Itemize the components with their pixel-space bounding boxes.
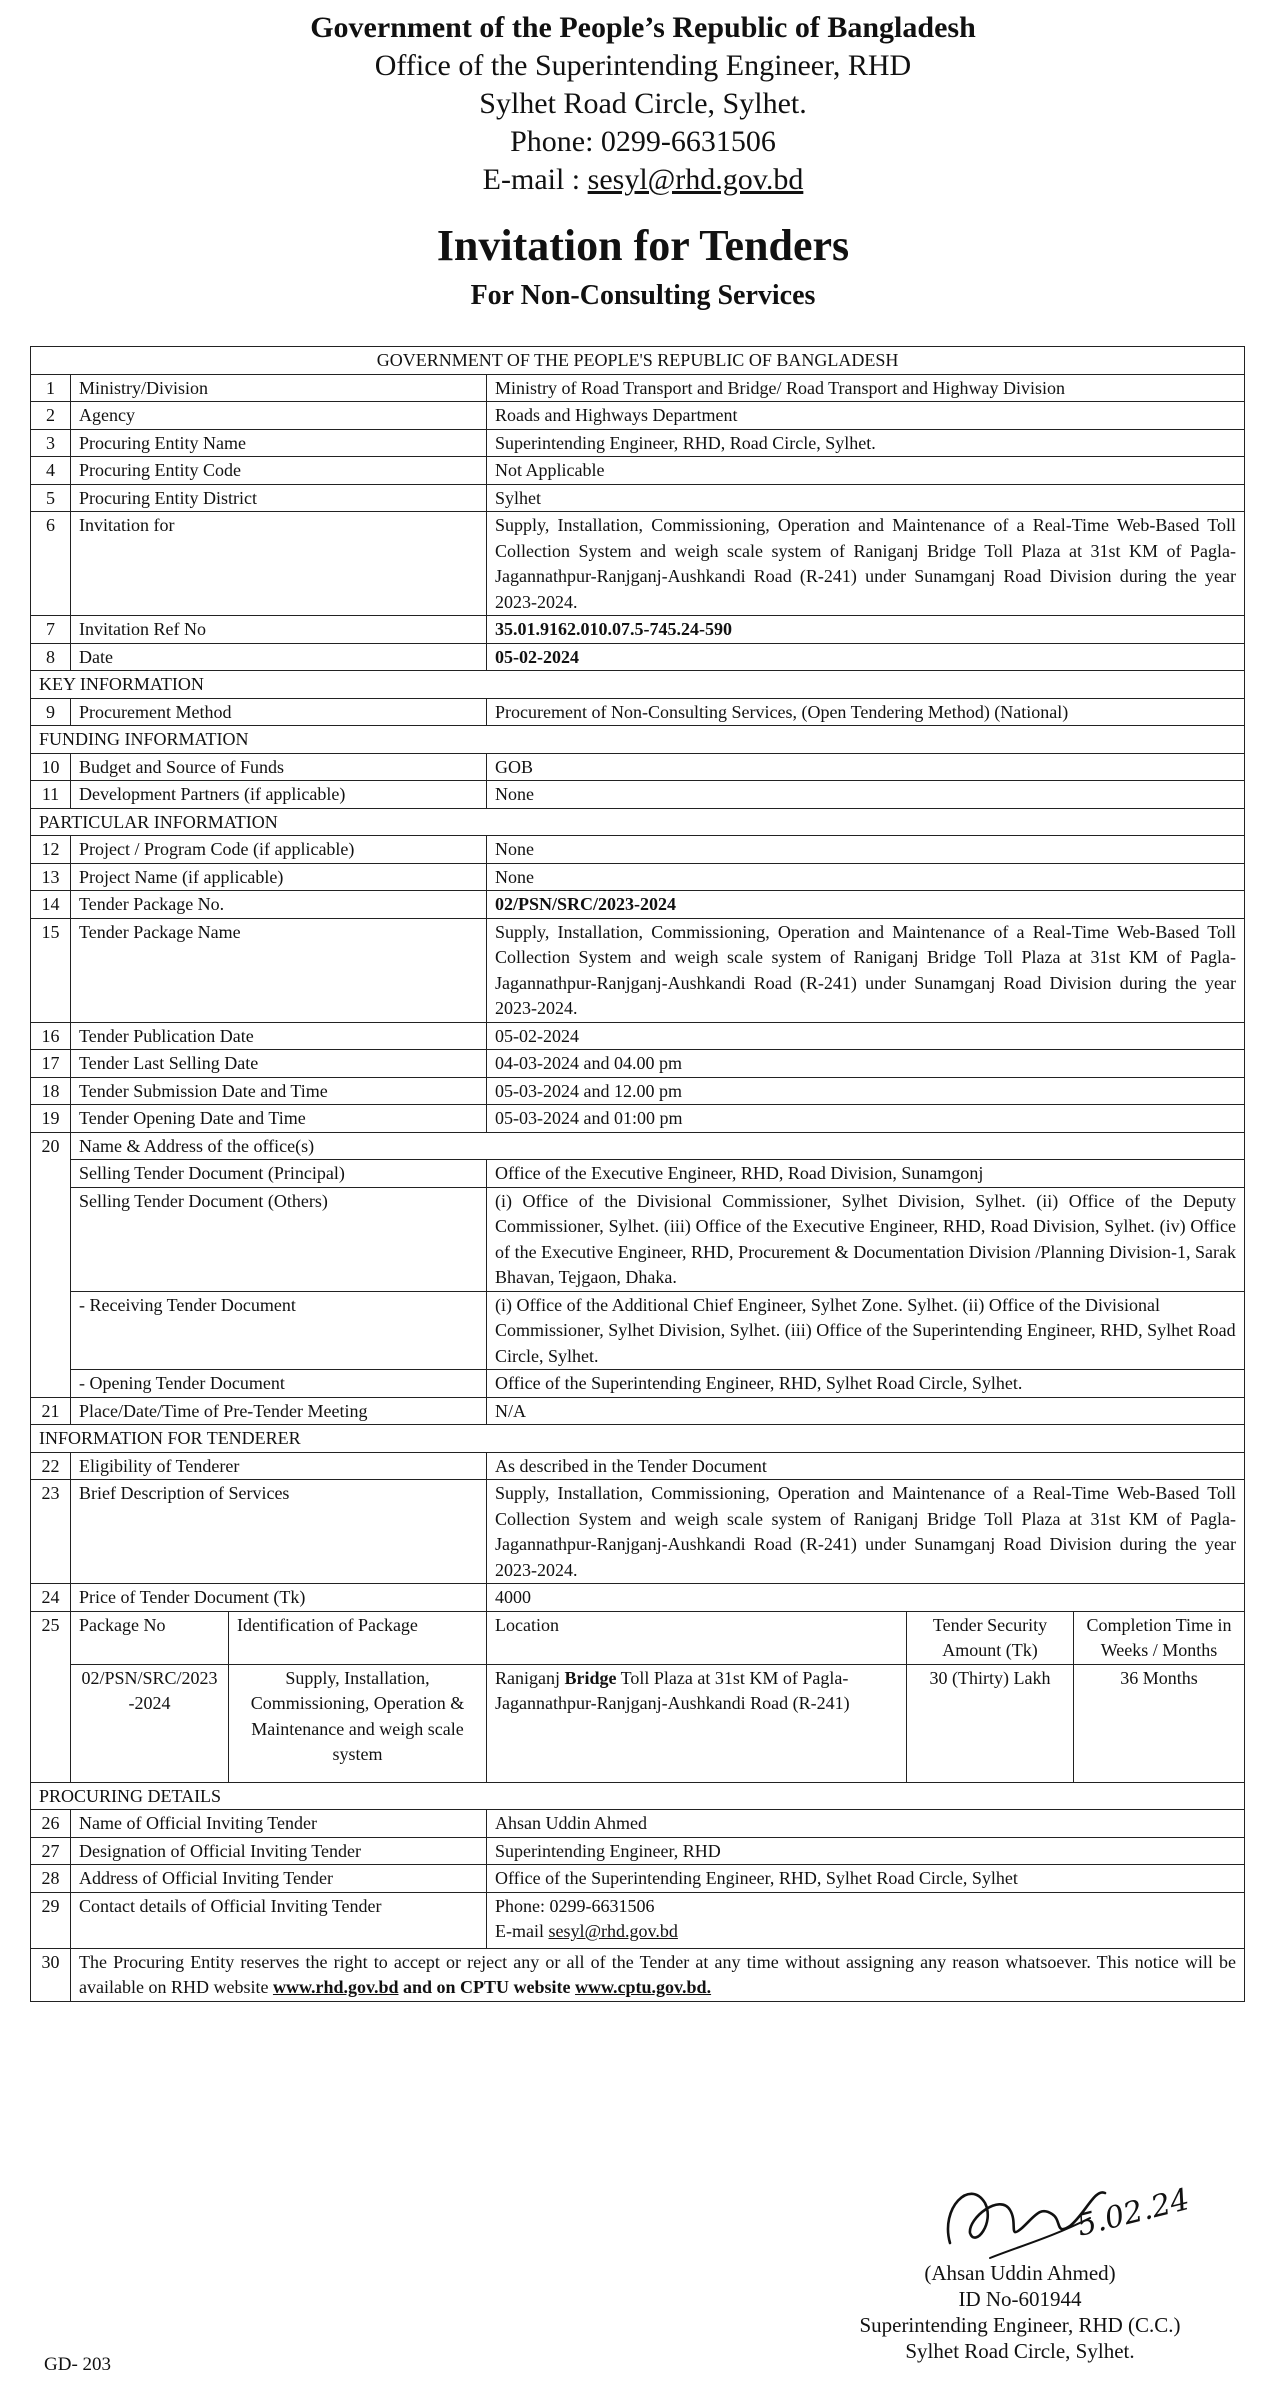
row-value: 05-03-2024 and 12.00 pm: [487, 1077, 1245, 1105]
row-value: Supply, Installation, Commissioning, Operation and Maintenance of a Real-Time Web-Based Toll Collection System and weigh scale system of Raniganj Bridge Toll Plaza at 31st KM of Pagla-Jagannathpur-Ranjganj-Aushkandi Road (R-241) under Sunamganj Road Division during the year 2023-2024.: [487, 918, 1245, 1022]
row-value: Roads and Highways Department: [487, 402, 1245, 430]
table-row: [31, 1584, 1245, 1612]
row-number: 7: [31, 616, 71, 644]
office-email-link[interactable]: sesyl@rhd.gov.bd: [587, 163, 804, 196]
row-value: Sylhet: [487, 484, 1245, 512]
row-number: 29: [31, 1892, 71, 1948]
signature-mark: [930, 2148, 1210, 2268]
row-value: 05-03-2024 and 01:00 pm: [487, 1105, 1245, 1133]
table-row: [31, 698, 1245, 726]
row-label: Procurement Method: [71, 698, 487, 726]
row-value: Ministry of Road Transport and Bridge/ Road Transport and Highway Division: [487, 374, 1245, 402]
row-number: 10: [31, 753, 71, 781]
table-row: [31, 457, 1245, 485]
contact-email-label: E-mail: [495, 1921, 549, 1941]
row-number: 15: [31, 918, 71, 1022]
row-number: 6: [31, 512, 71, 616]
row-number: 28: [31, 1865, 71, 1893]
table-row: [31, 1397, 1245, 1425]
table-row: [31, 347, 1245, 375]
row-label: Tender Package Name: [71, 918, 487, 1022]
row-value: None: [487, 781, 1245, 809]
table-row: [31, 1782, 1245, 1810]
row-number: 8: [31, 643, 71, 671]
table-row: [31, 781, 1245, 809]
signer-office: Sylhet Road Circle, Sylhet.: [905, 2339, 1135, 2363]
row-number: 21: [31, 1397, 71, 1425]
row-value: 4000: [487, 1584, 1245, 1612]
row-value: (i) Office of the Additional Chief Engineer, Sylhet Zone. Sylhet. (ii) Office of the Divisional Commissioner, Sylhet Division, Sylhet. (iii) Office of the Superintending Engineer, RHD, Sylhet Road Circle, Sylhet.: [487, 1291, 1245, 1370]
row-label: - Receiving Tender Document: [71, 1291, 487, 1370]
row-value: Not Applicable: [487, 457, 1245, 485]
row-value: As described in the Tender Document: [487, 1452, 1245, 1480]
row-label: Agency: [71, 402, 487, 430]
table-row: [31, 1664, 1245, 1782]
package-col-header: Identification of Package: [229, 1611, 487, 1664]
row-value: (i) Office of the Divisional Commissioner, Sylhet Division, Sylhet. (ii) Office of the Deputy Commissioner, Sylhet. (iii) Office of the Executive Engineer, RHD, Road Division, Sylhet. (iv) Office of the Executive Engineer, RHD, Procurement & Documentation Division /Planning Division-1, Sarak Bhavan, Tejgaon, Dhaka.: [487, 1187, 1245, 1291]
table-row: [31, 891, 1245, 919]
table-row: [31, 1370, 1245, 1398]
table-row: [31, 1837, 1245, 1865]
cptu-website-link[interactable]: www.cptu.gov.bd.: [575, 1977, 712, 1997]
row-number: 16: [31, 1022, 71, 1050]
table-row: [31, 836, 1245, 864]
government-name: Government of the People’s Republic of Bangladesh: [310, 11, 976, 44]
row-number: 18: [31, 1077, 71, 1105]
table-row: [31, 753, 1245, 781]
location-text: Toll Plaza at 31st KM of Pagla-Jagannathpur-Ranjganj-Aushkandi Road (R-241): [495, 1667, 850, 1713]
table-row: [31, 429, 1245, 457]
table-row: [31, 1480, 1245, 1584]
row-number: 24: [31, 1584, 71, 1612]
row-label: Tender Publication Date: [71, 1022, 487, 1050]
row-number: 17: [31, 1050, 71, 1078]
location-text-bold: Bridge: [564, 1667, 617, 1688]
row-value: Supply, Installation, Commissioning, Operation and Maintenance of a Real-Time Web-Based Toll Collection System and weigh scale system of Raniganj Bridge Toll Plaza at 31st KM of Pagla-Jagannathpur-Ranjganj-Aushkandi Road (R-241) under Sunamganj Road Division during the year 2023-2024.: [487, 512, 1245, 616]
row-label: Tender Submission Date and Time: [71, 1077, 487, 1105]
row-label: Tender Package No.: [71, 891, 487, 919]
row-label: Development Partners (if applicable): [71, 781, 487, 809]
circle-name: Sylhet Road Circle, Sylhet.: [479, 87, 807, 120]
row-value: Office of the Superintending Engineer, RHD, Sylhet Road Circle, Sylhet.: [487, 1370, 1245, 1398]
package-col-header: Location: [487, 1611, 907, 1664]
row-label: Designation of Official Inviting Tender: [71, 1837, 487, 1865]
row-label: Brief Description of Services: [71, 1480, 487, 1584]
row-label: Budget and Source of Funds: [71, 753, 487, 781]
row-label: Name & Address of the office(s): [71, 1132, 1245, 1160]
row-label: - Opening Tender Document: [71, 1370, 487, 1398]
row-number: 20: [31, 1132, 71, 1397]
letterhead: [0, 8, 1286, 199]
row-number: 30: [31, 1948, 71, 2001]
row-number: 3: [31, 429, 71, 457]
row-label: Tender Last Selling Date: [71, 1050, 487, 1078]
row-number: 25: [31, 1611, 71, 1782]
email-label: E-mail :: [482, 163, 588, 196]
row-label: Procuring Entity District: [71, 484, 487, 512]
signer-block: [820, 2260, 1220, 2364]
rhd-website-link[interactable]: www.rhd.gov.bd: [272, 1977, 399, 1997]
row-number: 23: [31, 1480, 71, 1584]
row-label: Eligibility of Tenderer: [71, 1452, 487, 1480]
row-number: 11: [31, 781, 71, 809]
contact-email-line: [495, 1919, 1236, 1945]
table-row: [31, 1291, 1245, 1370]
row-label: Selling Tender Document (Principal): [71, 1160, 487, 1188]
package-col-header: Completion Time in Weeks / Months: [1074, 1611, 1245, 1664]
row-value: None: [487, 836, 1245, 864]
row-number: 22: [31, 1452, 71, 1480]
row-number: 5: [31, 484, 71, 512]
table-row: [31, 1948, 1245, 2001]
table-row: [31, 1187, 1245, 1291]
table-row: [31, 1022, 1245, 1050]
row-value: Office of the Executive Engineer, RHD, Road Division, Sunamgonj: [487, 1160, 1245, 1188]
row-number: 14: [31, 891, 71, 919]
invitation-ref-value: 35.01.9162.010.07.5-745.24-590: [487, 616, 1245, 644]
table-row: [31, 1077, 1245, 1105]
row-label: Invitation Ref No: [71, 616, 487, 644]
section-heading-tenderer: INFORMATION FOR TENDERER: [31, 1425, 1245, 1453]
page-subtitle: For Non-Consulting Services: [470, 280, 816, 311]
tender-package-no-value: 02/PSN/SRC/2023-2024: [487, 891, 1245, 919]
table-row: [31, 1425, 1245, 1453]
row-label: Contact details of Official Inviting Tender: [71, 1892, 487, 1948]
row-label: Invitation for: [71, 512, 487, 616]
notice-text: [71, 1948, 1245, 2001]
row-value: None: [487, 863, 1245, 891]
document-code: GD- 203: [44, 2354, 112, 2375]
table-row: [31, 863, 1245, 891]
row-number: 26: [31, 1810, 71, 1838]
signer-designation: Superintending Engineer, RHD (C.C.): [859, 2313, 1181, 2337]
section-heading-funding: FUNDING INFORMATION: [31, 726, 1245, 754]
row-label: Address of Official Inviting Tender: [71, 1865, 487, 1893]
section-heading-particular: PARTICULAR INFORMATION: [31, 808, 1245, 836]
row-number: 13: [31, 863, 71, 891]
table-row: [31, 643, 1245, 671]
table-row: [31, 374, 1245, 402]
row-label: Selling Tender Document (Others): [71, 1187, 487, 1291]
row-number: 19: [31, 1105, 71, 1133]
table-row: [31, 808, 1245, 836]
section-heading-key: KEY INFORMATION: [31, 671, 1245, 699]
contact-email-link[interactable]: sesyl@rhd.gov.bd: [548, 1921, 678, 1941]
table-row: [31, 1050, 1245, 1078]
notice-text-part: The Procuring Entity reserves the right to accept or reject any or all of the Tender at any time without assigning any reason whatsoever. This notice will be available on RHD website: [79, 1951, 1237, 1997]
office-phone: Phone: 0299-6631506: [510, 125, 776, 158]
package-no-value: 02/PSN/SRC/2023-2024: [71, 1664, 229, 1782]
table-row: [31, 1105, 1245, 1133]
table-row: [31, 918, 1245, 1022]
date-value: 05-02-2024: [487, 643, 1245, 671]
row-number: 4: [31, 457, 71, 485]
table-row: [31, 1865, 1245, 1893]
row-label: Project / Program Code (if applicable): [71, 836, 487, 864]
signer-id: ID No-601944: [958, 2287, 1082, 2311]
table-row: [31, 1810, 1245, 1838]
tender-table: [30, 346, 1245, 2002]
table-row: [31, 1892, 1245, 1948]
section-heading-procuring: PROCURING DETAILS: [31, 1782, 1245, 1810]
page-title: Invitation for Tenders: [436, 221, 850, 270]
signer-name: (Ahsan Uddin Ahmed): [924, 2261, 1116, 2285]
package-completion-value: 36 Months: [1074, 1664, 1245, 1782]
row-label: Date: [71, 643, 487, 671]
table-row: [31, 1160, 1245, 1188]
package-col-header: Package No: [71, 1611, 229, 1664]
row-label: Name of Official Inviting Tender: [71, 1810, 487, 1838]
row-number: 27: [31, 1837, 71, 1865]
table-row: [31, 1611, 1245, 1664]
table-row: [31, 512, 1245, 616]
row-label: Tender Opening Date and Time: [71, 1105, 487, 1133]
table-row: [31, 1452, 1245, 1480]
table-row: [31, 402, 1245, 430]
contact-phone: Phone: 0299-6631506: [495, 1895, 655, 1916]
row-value: Supply, Installation, Commissioning, Operation and Maintenance of a Real-Time Web-Based Toll Collection System and weigh scale system of Raniganj Bridge Toll Plaza at 31st KM of Pagla-Jagannathpur-Ranjganj-Aushkandi Road (R-241) under Sunamganj Road Division during the year 2023-2024.: [487, 1480, 1245, 1584]
row-value: Superintending Engineer, RHD: [487, 1837, 1245, 1865]
row-number: 9: [31, 698, 71, 726]
table-row: [31, 671, 1245, 699]
row-value: N/A: [487, 1397, 1245, 1425]
row-number: 12: [31, 836, 71, 864]
row-label: Procuring Entity Name: [71, 429, 487, 457]
package-identification-value: Supply, Installation, Commissioning, Operation & Maintenance and weigh scale system: [229, 1664, 487, 1782]
row-value: 05-02-2024: [487, 1022, 1245, 1050]
package-security-value: 30 (Thirty) Lakh: [907, 1664, 1074, 1782]
row-label: Price of Tender Document (Tk): [71, 1584, 487, 1612]
table-row: [31, 726, 1245, 754]
row-value: Ahsan Uddin Ahmed: [487, 1810, 1245, 1838]
location-text: Raniganj: [495, 1667, 565, 1688]
package-location-value: [487, 1664, 907, 1782]
row-value: Procurement of Non-Consulting Services, (Open Tendering Method) (National): [487, 698, 1245, 726]
row-label: Place/Date/Time of Pre-Tender Meeting: [71, 1397, 487, 1425]
row-value: GOB: [487, 753, 1245, 781]
office-email-line: [0, 161, 1286, 199]
contact-details-value: [487, 1892, 1245, 1948]
row-label: Procuring Entity Code: [71, 457, 487, 485]
row-label: Ministry/Division: [71, 374, 487, 402]
row-number: 1: [31, 374, 71, 402]
table-row: [31, 484, 1245, 512]
row-label: Project Name (if applicable): [71, 863, 487, 891]
package-col-header: Tender Security Amount (Tk): [907, 1611, 1074, 1664]
row-number: 2: [31, 402, 71, 430]
signature-date: 5.02.24: [1073, 2182, 1194, 2244]
table-header: GOVERNMENT OF THE PEOPLE'S REPUBLIC OF BANGLADESH: [31, 347, 1245, 375]
notice-text-part: and on CPTU website: [398, 1977, 576, 1997]
row-value: 04-03-2024 and 04.00 pm: [487, 1050, 1245, 1078]
office-name: Office of the Superintending Engineer, RHD: [374, 49, 912, 82]
row-value: Office of the Superintending Engineer, RHD, Sylhet Road Circle, Sylhet: [487, 1865, 1245, 1893]
table-row: [31, 616, 1245, 644]
row-value: Superintending Engineer, RHD, Road Circle, Sylhet.: [487, 429, 1245, 457]
table-row: [31, 1132, 1245, 1160]
